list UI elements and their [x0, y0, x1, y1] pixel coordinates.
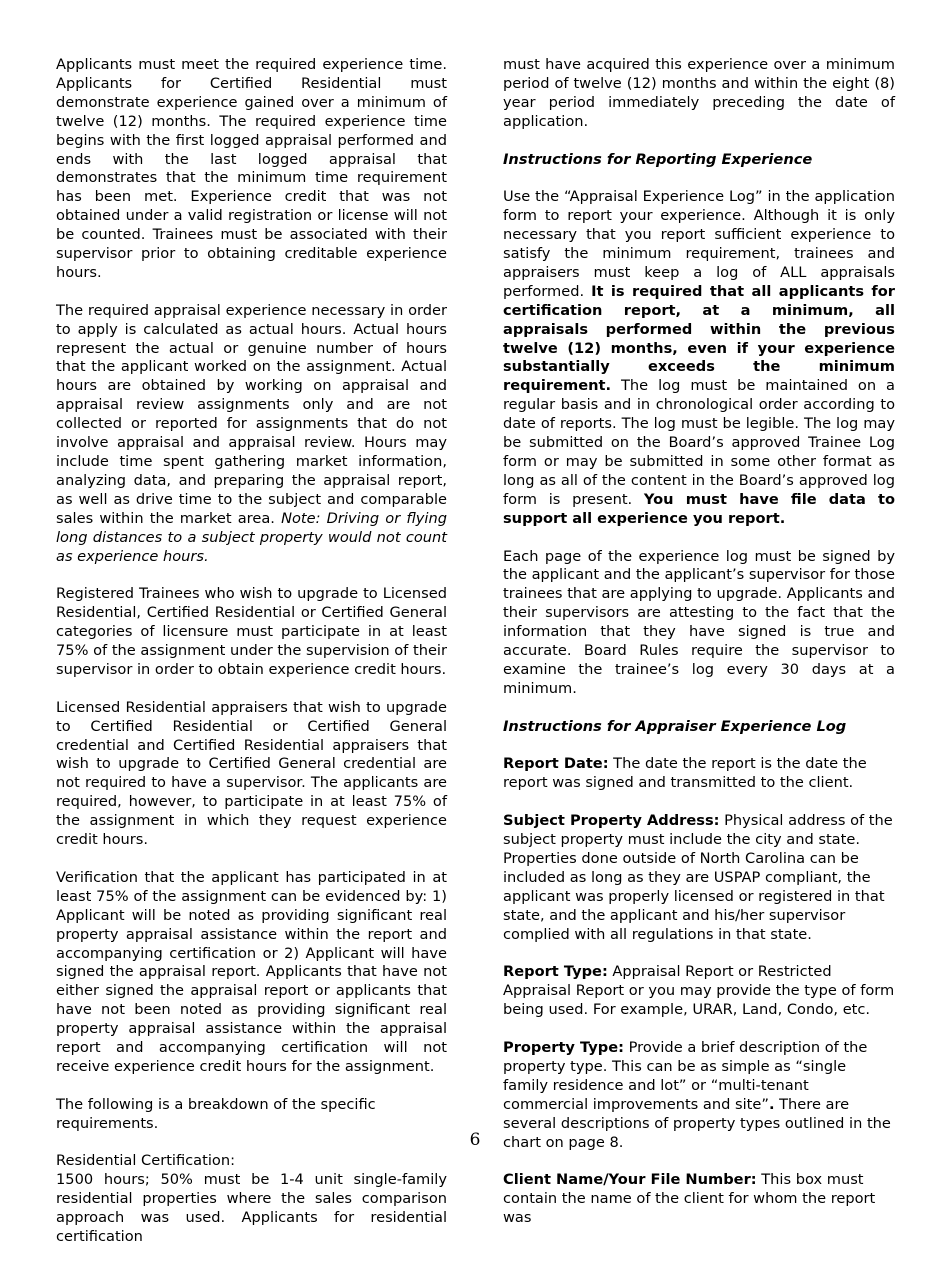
- report-date-label: Report Date:: [503, 755, 609, 773]
- paragraph-breakdown: The following is a breakdown of the specific requirements.: [56, 1095, 376, 1132]
- report-type-label: Report Type:: [503, 963, 608, 981]
- log-requirement-bold: It is required that all applicants for certification report, at a minimum, all appraisals performed within the previous twelve (12) months, even if your experience substantially exceeds the minimum requirement.: [503, 282, 896, 395]
- paragraph-verification: Verification that the applicant has participated in at least 75% of the assignment can be evidenced by: 1) Applicant will be noted as providing significant real property appraisal assistance within the report and accompanying certification or 2) Applicant will have signed the appraisal report. Applicants that have not either signed the appraisal report or applicants that have not been noted as providing significant real property appraisal assistance within the appraisal report and accompanying certification will not receive experience credit hours for the assignment.: [56, 868, 447, 1075]
- paragraph-experience-time: Applicants must meet the required experience time. Applicants for Certified Residential must demonstrate experience gained over a minimum of twelve (12) months. The required experience time begins with the first logged appraisal performed and ends with the last logged appraisal that demonstrates that the minimum time requirement has been met. Experience credit that was not obtained under a valid registration or license will not be counted. Trainees must be associated with their supervisor prior to obtaining creditable experience hours.: [56, 56, 447, 281]
- heading-appraiser-log: Instructions for Appraiser Experience Log: [503, 717, 847, 735]
- client-name-label: Client Name/Your File Number:: [503, 1171, 757, 1189]
- property-type-period: .: [768, 1095, 775, 1113]
- report-date-text: The date the report is the date the report was signed and transmitted to the client.: [503, 755, 867, 792]
- report-type-text: Appraisal Report or Restricted Appraisal Report or you may provide the type of form being used. For example, URAR, Land, Condo, etc.: [503, 963, 895, 1019]
- heading-reporting-experience: Instructions for Reporting Experience: [503, 150, 813, 168]
- property-type-label: Property Type:: [503, 1039, 624, 1056]
- subject-address-entry: [503, 812, 895, 944]
- subject-address-text: Physical address of the subject property must include the city and state. Properties done outside of North Carolina can be included as long as they are USPAP compliant, the applicant was properly licensed or registered in that state, and the applicant and his/her supervisor complied with all regulations in that state.: [503, 812, 893, 943]
- paragraph-licensed-residential: Licensed Residential appraisers that wish to upgrade to Certified Residential or Certified General credential and Certified Residential appraisers that wish to upgrade to Certified General credential are not required to have a supervisor. The applicants are required, however, to participate in at least 75% of the assignment in which they request experience credit hours.: [56, 698, 447, 849]
- report-date-entry: [503, 755, 895, 793]
- property-type-text-2: There are several descriptions of property types outlined in the chart on page 8.: [503, 1095, 891, 1151]
- log-maintenance-text: The log must be maintained on a regular basis and in chronological order according to date of reports. The log must be legible. The log may be submitted on the Board’s approved Trainee Log form or may be submitted in some other format as long as all of the content in the Board’s approved log form is present.: [503, 377, 895, 508]
- subject-address-label: Subject Property Address:: [503, 812, 720, 830]
- left-column: [56, 56, 447, 1266]
- residential-certification-title: Residential Certification:: [56, 1152, 236, 1170]
- driving-note: Note: Driving or flying long distances to a subject property would not count as experience hours.: [56, 509, 447, 565]
- paragraph-twelve-months: must have acquired this experience over a minimum period of twelve (12) months and within the eight (8) year period immediately preceding the date of application.: [503, 56, 895, 130]
- client-name-entry: [503, 1171, 895, 1228]
- right-column: [503, 56, 895, 1247]
- paragraph-signature: Each page of the experience log must be signed by the applicant and the applicant’s supervisor for those trainees that are applying to upgrade. Applicants and their supervisors are attesting to the fact that the information that they have signed is true and accurate. Board Rules require the supervisor to examine the trainee’s log every 30 days at a minimum.: [503, 547, 895, 697]
- property-type-text: Provide a brief description of the property type. This can be as simple as “single family residence and lot” or “multi-tenant commercial improvements and site”: [503, 1039, 868, 1113]
- report-type-entry: [503, 963, 895, 1020]
- paragraph-actual-hours: [56, 302, 447, 567]
- actual-hours-text: The required appraisal experience necessary in order to apply is calculated as actual hours. Actual hours represent the actual or genuine number of hours that the applicant worked on the assignment. Actual hours are obtained by working on appraisal and appraisal review assignments only and are not collected or reported for assignments that do not involve appraisal and appraisal review. Hours may include time spent gathering market information, analyzing data, and preparing the appraisal report, as well as drive time to the subject and comparable sales within the market area.: [56, 301, 447, 527]
- residential-certification-text: 1500 hours; 50% must be 1-4 unit single-family residential properties where the sales comparison approach was used. Applicants for residential certification: [56, 1171, 447, 1246]
- paragraph-experience-log: [503, 188, 895, 528]
- page-number: 6: [469, 1130, 481, 1150]
- client-name-text: This box must contain the name of the client for whom the report was: [503, 1171, 876, 1227]
- log-intro-text: Use the “Appraisal Experience Log” in the application form to report your experience. Although it is only necessary that you report sufficient experience to satisfy the minimum requirement, trainees and appraisers must keep a log of ALL appraisals performed.: [503, 188, 895, 300]
- paragraph-registered-trainees: Registered Trainees who wish to upgrade to Licensed Residential, Certified Residential or Certified General categories of licensure must participate in at least 75% of the assignment under the supervision of their supervisor in order to obtain experience credit hours.: [56, 585, 447, 678]
- file-data-bold: You must have file data to support all experience you report.: [503, 490, 896, 527]
